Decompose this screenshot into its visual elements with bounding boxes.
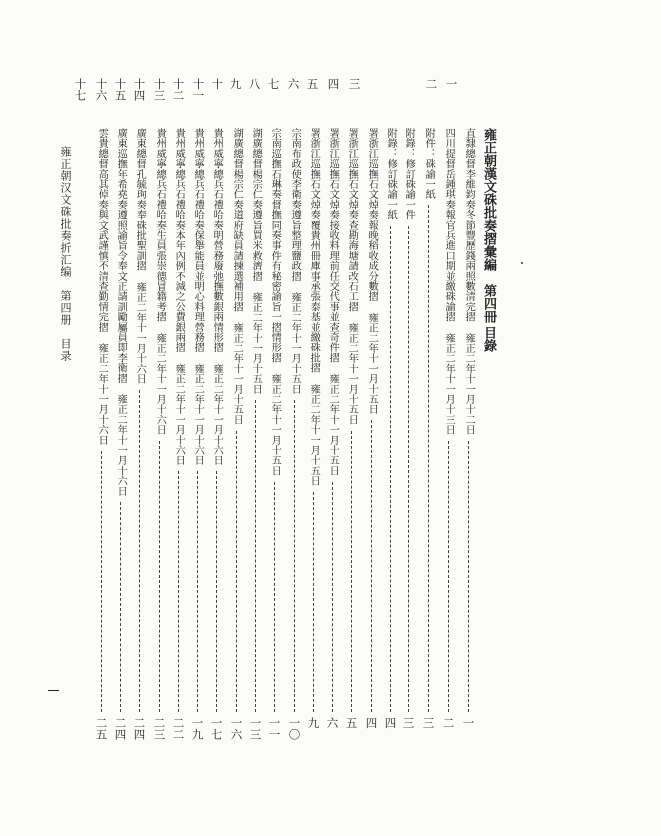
toc-entry: 署浙江巡撫石文焯奏報晚稻收成分數摺 雍正二年十一月十五日: [366, 128, 378, 415]
volume-title: 雍正朝漢文硃批奏摺彙編 第四冊: [481, 128, 496, 323]
page-number: 一一: [267, 717, 282, 740]
toc-entry: 廣東巡撫年希堯奏遵照諭旨令奉文正請訓勵屬員即李衛摺 雍正二年十一月十六日: [115, 128, 127, 496]
toc-entry: 廣東總督孔毓珣奏奉硃批聖訓摺 雍正二年十一月十六日: [134, 128, 146, 384]
top-number: 一: [444, 78, 459, 90]
top-number: 十一: [191, 78, 206, 101]
page-number: 一〇: [287, 717, 302, 740]
top-number: 七: [266, 78, 281, 90]
toc-entry: 附錄：修訂硃諭一紙: [385, 128, 397, 220]
top-number: 八: [247, 78, 262, 90]
top-number: 二: [424, 78, 439, 90]
dotted-leader: [294, 400, 295, 712]
dotted-leader: [351, 431, 352, 712]
toc-entry: 直隸總督李維鈞奏冬節豐歷錢兩照數清完摺 雍正二年十一月十二日: [463, 128, 475, 435]
toc-entry: 貴州威寧總兵石禮哈奏保舉能員並明心料理營務摺 雍正二年十一月十六日: [192, 128, 204, 466]
dotted-leader: [332, 482, 333, 712]
page-number: 二二: [171, 717, 186, 740]
top-number: 十四: [132, 78, 147, 101]
top-number: 十: [210, 78, 225, 90]
dotted-leader: [448, 441, 449, 712]
page-number: 一七: [209, 717, 224, 740]
dotted-leader: [101, 451, 102, 712]
dotted-leader: [159, 441, 160, 712]
top-number: 十七: [73, 78, 88, 101]
page-number: 一三: [248, 717, 263, 740]
toc-entry: 署浙江巡撫石文焯奏接收料理前任交代事並查奇件摺 雍正二年十一月十五日: [327, 128, 339, 476]
toc-entry: 貴州威寧總兵石禮哈奏生員張崇德冒籍考摺 雍正二年十一月十六日: [154, 128, 166, 435]
page-number: 二五: [94, 717, 109, 740]
speck: [521, 262, 523, 264]
dotted-leader: [408, 226, 409, 712]
dotted-leader: [120, 502, 121, 712]
page-number: 四: [364, 717, 379, 729]
toc-entry: 湖廣總督楊宗仁奏道府缺員請揀選補用摺 雍正二年十一月十五日: [231, 128, 243, 425]
dotted-leader: [197, 471, 198, 712]
page-number: 二四: [113, 717, 128, 740]
dotted-leader: [428, 205, 429, 712]
dotted-leader: [236, 431, 237, 712]
toc-entry: 署浙江巡撫石文焯奏查勘海塘請改石工摺 雍正二年十一月十五日: [346, 128, 358, 425]
toc-entry: 宗南巡撫石琳奏督撫同奏事件有秘密諭旨一摺情形摺 雍正二年十一月十五日: [269, 128, 281, 476]
page-number: 三: [401, 717, 416, 729]
dotted-leader: [313, 492, 314, 712]
dotted-leader: [178, 471, 179, 712]
top-number: 四: [326, 78, 341, 90]
dotted-leader: [468, 441, 469, 712]
top-number: 十三: [152, 78, 167, 101]
top-number: 六: [286, 78, 301, 90]
page-number: 一: [461, 717, 476, 729]
page-number: 五: [344, 717, 359, 729]
side-label: 雍正朝汉文硃批奏折汇编 第四册 目录: [59, 146, 72, 362]
toc-entry: 宗南布政使李衛奏遵旨整理鹽政摺 雍正二年十一月十五日: [289, 128, 301, 394]
toc-entry: 貴州威寧總兵石禮哈奏明營務廢弛撫數銀兩情形摺 雍正二年十一月十六日: [211, 128, 223, 466]
page-number: 九: [306, 717, 321, 729]
page-number: 六: [325, 717, 340, 729]
page-number: 三: [421, 717, 436, 729]
toc-entry: 署浙江巡撫石文焯奏覆貴州冊庫事承張泰基並繳硃批摺 雍正二年十一月十五日: [308, 128, 320, 486]
top-number: 三: [347, 78, 362, 90]
toc-entry: 四川提督岳鍾琪奏報官兵進口期並繳硃諭摺 雍正二年十一月十三日: [443, 128, 455, 435]
toc-entry: 雲貴總督高其倬奏與文武謹慎不清查勤情完摺 雍正二年十一月十六日: [96, 128, 108, 445]
page-number: 一九: [190, 717, 205, 740]
top-number: 十二: [171, 78, 186, 101]
dotted-leader: [139, 390, 140, 712]
page-number: 二四: [132, 717, 147, 740]
dotted-leader: [371, 420, 372, 712]
toc-entry: 附錄：修訂硃諭一件: [403, 128, 415, 220]
top-number: 十六: [94, 78, 109, 101]
page-number: 二: [441, 717, 456, 729]
toc-entry: 湖廣總督楊宗仁奏遵旨買米救濟摺 雍正二年十一月十五日: [250, 128, 262, 394]
section-title: 目錄: [481, 326, 496, 352]
page-number: 二三: [152, 717, 167, 740]
dotted-leader: [216, 471, 217, 712]
toc-entry: 貴州威寧總兵石禮哈奏本年內例不減之公費銀兩摺 雍正二年十一月十六日: [173, 128, 185, 466]
top-number: 五: [305, 78, 320, 90]
page-number: 一六: [229, 717, 244, 740]
top-number: 九: [228, 78, 243, 90]
dotted-leader: [390, 226, 391, 712]
page-number: 四: [383, 717, 398, 729]
dotted-leader: [274, 482, 275, 712]
top-number: 十五: [113, 78, 128, 101]
dotted-leader: [255, 400, 256, 712]
toc-entry: 附件：硃諭一紙: [423, 128, 435, 200]
